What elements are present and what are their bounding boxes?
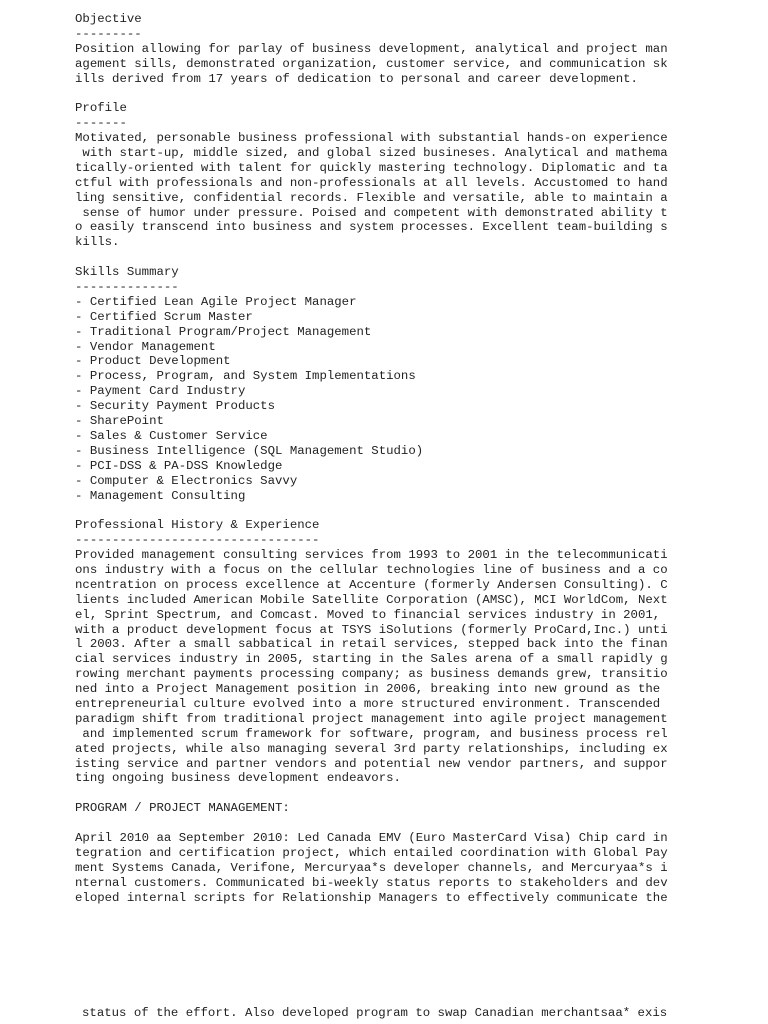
section-heading-history: Professional History & Experience xyxy=(75,518,320,533)
profile-line: with start-up, middle sized, and global sized busineses. Analytical and mathema xyxy=(75,146,668,161)
program-line: nternal customers. Communicated bi-weekly status reports to stakeholders and dev xyxy=(75,875,668,890)
section-heading-skills: Skills Summary xyxy=(75,265,179,280)
program-line: April 2010 aa September 2010: Led Canada EMV (Euro MasterCard Visa) Chip card in xyxy=(75,830,668,845)
skill-item: - PCI-DSS & PA-DSS Knowledge xyxy=(75,458,283,473)
objective-line: Position allowing for parlay of business development, analytical and project man xyxy=(75,41,668,56)
skill-item: - Traditional Program/Project Management xyxy=(75,324,372,339)
history-line: isting service and partner vendors and potential new vendor partners, and suppor xyxy=(75,756,668,771)
page-tail-line: status of the effort. Also developed program to swap Canadian merchantsaa* exis xyxy=(82,1006,668,1020)
program-line: eloped internal scripts for Relationship Managers to effectively communicate the xyxy=(75,890,668,905)
profile-line: tically-oriented with talent for quickly mastering technology. Diplomatic and ta xyxy=(75,160,668,175)
history-line: ated projects, while also managing several 3rd party relationships, including ex xyxy=(75,741,668,756)
skill-item: - Computer & Electronics Savvy xyxy=(75,473,298,488)
skill-item: - SharePoint xyxy=(75,414,164,429)
spacer xyxy=(75,503,695,518)
skill-item: - Business Intelligence (SQL Management Studio) xyxy=(75,443,424,458)
skill-item: - Certified Scrum Master xyxy=(75,309,253,324)
history-line: Provided management consulting services from 1993 to 2001 in the telecommunicati xyxy=(75,548,668,563)
history-line: el, Sprint Spectrum, and Comcast. Moved to financial services industry in 2001, xyxy=(75,607,661,622)
profile-line: Motivated, personable business professional with substantial hands-on experience xyxy=(75,131,668,146)
history-line: entrepreneurial culture evolved into a more structured environment. Transcended xyxy=(75,696,661,711)
skill-item: - Security Payment Products xyxy=(75,399,276,414)
skill-item: - Payment Card Industry xyxy=(75,384,246,399)
skill-item: - Certified Lean Agile Project Manager xyxy=(75,294,357,309)
history-line: and implemented scrum framework for software, program, and business process rel xyxy=(75,726,668,741)
skill-item: - Process, Program, and System Implementations xyxy=(75,369,416,384)
profile-line: kills. xyxy=(75,235,120,250)
skill-item: - Product Development xyxy=(75,354,231,369)
section-heading-program: PROGRAM / PROJECT MANAGEMENT: xyxy=(75,801,290,816)
section-heading-objective: Objective xyxy=(75,12,142,26)
spacer xyxy=(75,86,695,101)
history-line: ting ongoing business development endeavors. xyxy=(75,771,401,786)
section-rule-history: --------------------------------- xyxy=(75,533,320,548)
skill-item: - Vendor Management xyxy=(75,339,216,354)
history-line: rowing merchant payments processing company; as business demands grew, transitio xyxy=(75,667,668,682)
profile-line: o easily transcend into business and system processes. Excellent team-building s xyxy=(75,220,668,235)
history-line: l 2003. After a small sabbatical in retail services, stepped back into the finan xyxy=(75,637,668,652)
program-line xyxy=(75,816,695,831)
spacer xyxy=(75,786,695,801)
section-rule-skills: -------------- xyxy=(75,280,179,295)
objective-line: ills derived from 17 years of dedication to personal and career development. xyxy=(75,71,638,86)
objective-line: agement sills, demonstrated organization, customer service, and communication sk xyxy=(75,56,668,71)
skill-item: - Sales & Customer Service xyxy=(75,428,268,443)
program-line: ment Systems Canada, Verifone, Mercuryaa*s developer channels, and Mercuryaa*s i xyxy=(75,860,668,875)
section-rule-profile: ------- xyxy=(75,116,127,131)
history-line: lients included American Mobile Satellite Corporation (AMSC), MCI WorldCom, Next xyxy=(75,592,668,607)
skill-item: - Management Consulting xyxy=(75,488,246,503)
history-line: cial services industry in 2005, starting in the Sales arena of a small rapidly g xyxy=(75,652,668,667)
spacer xyxy=(75,250,695,265)
section-rule-objective: --------- xyxy=(75,26,142,41)
history-line: with a product development focus at TSYS iSolutions (formerly ProCard,Inc.) unti xyxy=(75,622,668,637)
profile-line: ling sensitive, confidential records. Flexible and versatile, able to maintain a xyxy=(75,190,668,205)
profile-line: sense of humor under pressure. Poised and competent with demonstrated ability t xyxy=(75,205,668,220)
program-line: tegration and certification project, which entailed coordination with Global Pay xyxy=(75,845,668,860)
section-heading-profile: Profile xyxy=(75,101,127,116)
history-line: ned into a Project Management position in 2006, breaking into new ground as the xyxy=(75,682,661,697)
history-line: ons industry with a focus on the cellular technologies line of business and a co xyxy=(75,562,668,577)
history-line: paradigm shift from traditional project management into agile project management xyxy=(75,711,668,726)
resume-text-block xyxy=(75,12,695,905)
profile-line: ctful with professionals and non-professionals at all levels. Accustomed to hand xyxy=(75,175,668,190)
history-line: ncentration on process excellence at Accenture (formerly Andersen Consulting). C xyxy=(75,577,668,592)
